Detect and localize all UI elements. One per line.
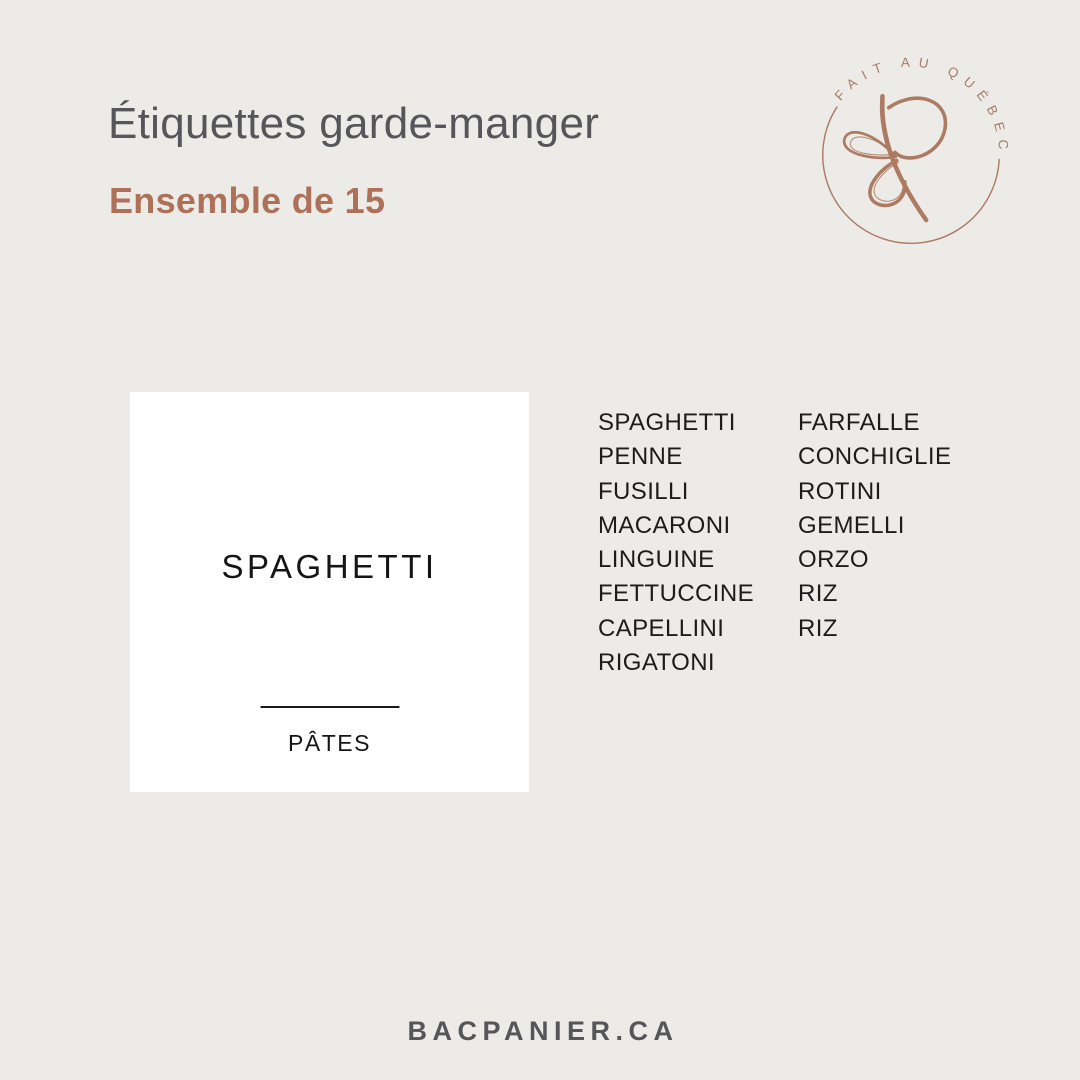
website-url: BACPANIER.CA xyxy=(407,1016,679,1046)
pasta-name: ORZO xyxy=(798,546,869,574)
pasta-name: ROTINI xyxy=(798,477,882,505)
pasta-name: RIZ xyxy=(798,580,838,608)
label-card xyxy=(130,392,529,792)
pasta-name: PENNE xyxy=(598,443,683,471)
pasta-name: CAPELLINI xyxy=(598,614,725,642)
pasta-name: CONCHIGLIE xyxy=(798,443,952,471)
pasta-name: FARFALLE xyxy=(798,409,920,436)
page-subtitle: Ensemble de 15 xyxy=(109,180,386,221)
badge-svg xyxy=(804,48,1018,262)
pasta-list-column-2 xyxy=(798,406,951,646)
fait-au-quebec-badge xyxy=(804,48,1018,262)
label-category: PÂTES xyxy=(288,730,371,756)
pasta-name: FETTUCCINE xyxy=(598,580,754,608)
label-divider xyxy=(260,706,399,708)
pasta-name: MACARONI xyxy=(598,511,731,539)
pasta-name: GEMELLI xyxy=(798,511,905,539)
pasta-name: RIGATONI xyxy=(598,649,715,677)
label-product-name: SPAGHETTI xyxy=(221,548,438,585)
page-title: Étiquettes garde-manger xyxy=(108,99,600,148)
pasta-name: LINGUINE xyxy=(598,546,715,574)
logo-circle-arc xyxy=(823,107,999,243)
pasta-name: RIZ xyxy=(798,614,838,642)
logo-arc-text: FAIT AU QUÉBEC xyxy=(831,54,1012,158)
logo-arc-text-holder xyxy=(832,55,1012,158)
pasta-name: SPAGHETTI xyxy=(598,409,736,436)
pasta-name: FUSILLI xyxy=(598,477,689,505)
pasta-list-column-1 xyxy=(598,406,754,680)
brand-brush-icon xyxy=(844,96,945,220)
